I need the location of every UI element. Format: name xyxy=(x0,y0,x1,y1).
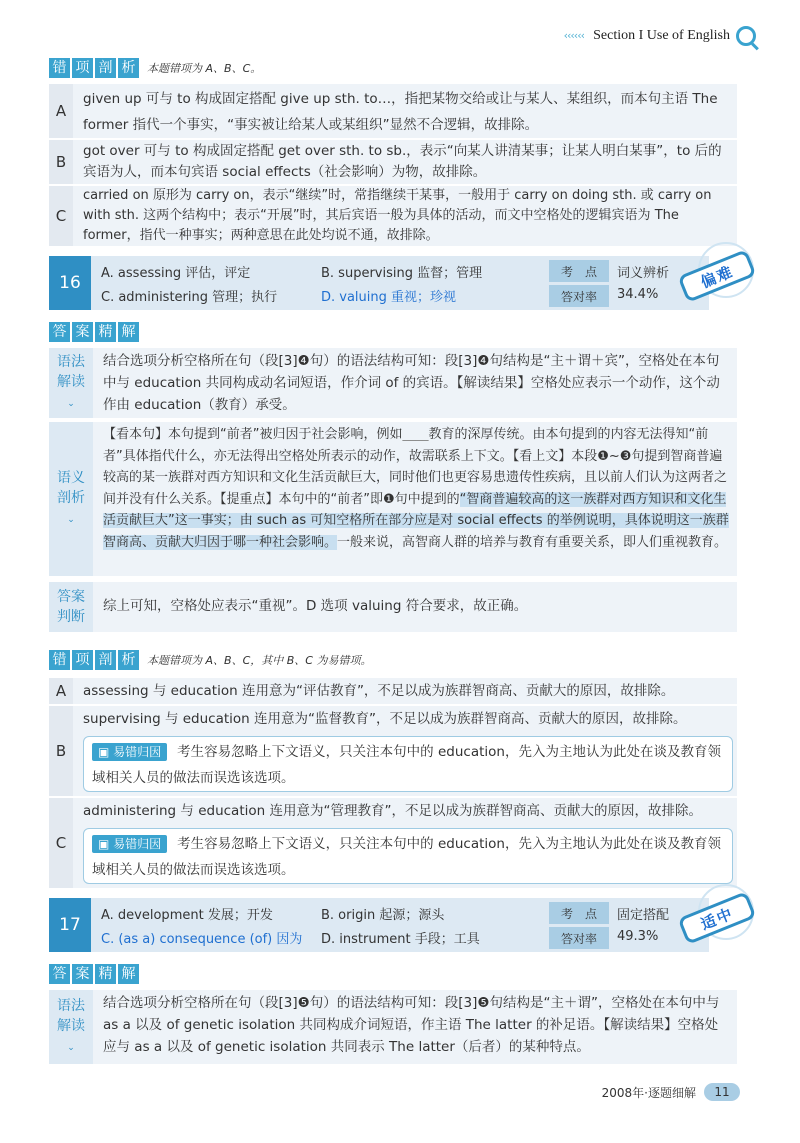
side-text: 语义剖析 xyxy=(57,470,85,506)
section-side-label xyxy=(49,990,93,1064)
tag-char: 错 xyxy=(49,650,70,670)
option-explanation: got over 可与 to 构成固定搭配 get over sth. to sb.，表示“向某人讲清某事；让某人明白某事”，to 后的宾语为人，而本句宾语 social effects（社会影响）为物，故排除。 xyxy=(83,143,722,180)
section-side-label xyxy=(49,582,93,632)
answer-section xyxy=(49,582,737,632)
rate-value: 49.3% xyxy=(617,929,659,944)
tag-char: 答 xyxy=(49,964,70,984)
option-b: B. supervising 监督；管理 xyxy=(321,266,483,281)
side-text: 语法解读 xyxy=(57,998,85,1034)
question-16-bar xyxy=(49,256,709,310)
tag-char: 剖 xyxy=(95,58,116,78)
tag-char: 错 xyxy=(49,58,70,78)
error-tip-box xyxy=(83,828,733,884)
topic-label: 考 点 xyxy=(549,902,609,924)
grammar-text: 结合选项分析空格所在句（段[3]❺句）的语法结构可知：段[3]❺句结构是“主＋谓”，空格处在本句中与 as a 以及 of genetic isolation 共同构成介词短语，作主语 The latter 的补足语。【解读结果】空格处应与 as a 以及 of genetic isolation 共同表示 The latter（后者）的某种特点。 xyxy=(103,995,720,1055)
error-tip-label: ▣ 易错归因 xyxy=(92,743,167,761)
option-a: A. assessing 评估，评定 xyxy=(101,266,251,281)
error-option-b xyxy=(49,706,737,796)
rate-label: 答对率 xyxy=(549,285,609,307)
grammar-text: 结合选项分析空格所在句（段[3]❹句）的语法结构可知：段[3]❹句结构是“主＋谓＋宾”，空格处在本句中与 education 共同构成动名词短语，作介词 of 的宾语。【解读结果】空格处应表示一个动作，这个动作由 education（教育）承受。 xyxy=(103,353,720,413)
answer-text: 综上可知，空格处应表示“重视”。D 选项 valuing 符合要求，故正确。 xyxy=(103,598,528,614)
rate-value: 34.4% xyxy=(617,287,659,302)
error-tip-label: ▣ 易错归因 xyxy=(92,835,167,853)
search-icon xyxy=(736,26,756,46)
chevron-down-icon: ⌄ xyxy=(67,1043,75,1053)
chevron-down-icon: ⌄ xyxy=(67,399,75,409)
semantic-section xyxy=(49,422,737,576)
chevron-down-icon: ⌄ xyxy=(67,515,75,525)
question-number: 17 xyxy=(49,898,91,952)
error-note: 本题错项为 A、B、C。 xyxy=(147,62,262,75)
section-side-label xyxy=(49,422,93,576)
tag-char: 解 xyxy=(118,322,139,342)
option-b: B. origin 起源；源头 xyxy=(321,908,445,923)
error-analysis-tag xyxy=(49,650,371,670)
tag-char: 项 xyxy=(72,650,93,670)
semantic-highlight: “智商普遍较高的这一族群对西方知识和文化生活贡献巨大”这一事实；由 such as 可知空格所在部分应是对 social effects 的举例说明，具体说明这一族群智商高、贡献大归因于哪一种社会影响。 xyxy=(103,491,729,550)
error-tip-text: 考生容易忽略上下文语义，只关注本句中的 education，先入为主地认为此处在谈及教育领域相关人员的做法而误选该选项。 xyxy=(92,836,721,878)
error-note: 本题错项为 A、B、C，其中 B、C 为易错项。 xyxy=(147,654,372,667)
error-tip-text: 考生容易忽略上下文语义，只关注本句中的 education，先入为主地认为此处在谈及教育领域相关人员的做法而误选该选项。 xyxy=(92,744,721,786)
tag-char: 项 xyxy=(72,58,93,78)
error-tip-box xyxy=(83,736,733,792)
option-explanation: administering 与 education 连用意为“管理教育”，不足以成为族群智商高、贡献大的原因，故排除。 xyxy=(83,803,702,819)
semantic-part-2: 教育的深厚传统。由本句提到的内容无法得知“前者”具体指代什么，亦无法得出空格处所表示的动作，故需联系上下文。【看上文】本段❶~❸句提到智商普遍较高的某一族群对西方知识和文化生活贡献巨大，同时他们也更容易患遗传性疾病，且以前人们认为这两者之间并没有什么关系。【提重点】本句中的“前者”即❶句中提到的 xyxy=(103,427,728,507)
question-17-bar xyxy=(49,898,709,952)
tag-char: 解 xyxy=(118,964,139,984)
option-explanation: carried on 原形为 carry on，表示“继续”时，常指继续干某事，一般用于 carry on doing sth. 或 carry on with sth. 这两个结构中；表示“开展”时，其后宾语一般为具体的活动，而文中空格处的逻辑宾语为 The former，指代一种事实；两种意思在此处均说不通，故排除。 xyxy=(83,188,712,243)
difficulty-stamp: 偏难 xyxy=(677,249,756,303)
error-option-a xyxy=(49,84,737,138)
page-footer xyxy=(602,1083,740,1101)
side-text: 答案判断 xyxy=(57,589,85,625)
option-letter: C xyxy=(49,798,73,888)
error-option-a xyxy=(49,678,737,704)
option-d-correct: D. valuing 重视；珍视 xyxy=(321,290,457,305)
tag-char: 精 xyxy=(95,964,116,984)
option-explanation: supervising 与 education 连用意为“监督教育”，不足以成为族群智商高、贡献大的原因，故排除。 xyxy=(83,711,687,727)
side-text: 语法解读 xyxy=(57,354,85,390)
page-header xyxy=(0,26,800,48)
page-number: 11 xyxy=(704,1083,740,1101)
topic-label: 考 点 xyxy=(549,260,609,282)
option-c: C. administering 管理；执行 xyxy=(101,290,278,305)
topic-value: 词义辨析 xyxy=(617,266,670,281)
answer-analysis-tag xyxy=(49,964,141,984)
tag-char: 答 xyxy=(49,322,70,342)
semantic-text xyxy=(103,424,731,553)
tag-char: 精 xyxy=(95,322,116,342)
option-letter: A xyxy=(49,678,73,704)
option-explanation: given up 可与 to 构成固定搭配 give up sth. to…，指把某物交给或让与某人、某组织，而本句主语 The former 指代一个事实，“事实被让给某人或某组织”显然不合逻辑，故排除。 xyxy=(83,91,718,133)
grammar-section xyxy=(49,990,737,1064)
error-option-c xyxy=(49,798,737,888)
option-a: A. development 发展；开发 xyxy=(101,908,273,923)
semantic-blank: ____ xyxy=(402,427,429,442)
tag-char: 析 xyxy=(118,650,139,670)
tag-char: 析 xyxy=(118,58,139,78)
error-tip-label-text: 易错归因 xyxy=(113,837,162,851)
error-analysis-tag xyxy=(49,58,261,78)
option-d: D. instrument 手段；工具 xyxy=(321,932,480,947)
tag-char: 案 xyxy=(72,322,93,342)
semantic-part-3: 一般来说，高智商人群的培养与教育有重要关系，即人们重视教育。 xyxy=(337,534,728,550)
header-arrows: ‹‹‹‹‹‹ xyxy=(563,29,584,42)
semantic-part-1: 【看本句】本句提到“前者”被归因于社会影响，例如 xyxy=(103,427,403,442)
topic-value: 固定搭配 xyxy=(617,908,670,923)
option-letter: B xyxy=(49,140,73,184)
option-c-correct: C. (as a) consequence (of) 因为 xyxy=(101,932,303,947)
section-title: Section I Use of English xyxy=(593,28,730,43)
answer-analysis-tag xyxy=(49,322,141,342)
section-side-label xyxy=(49,348,93,418)
grammar-section xyxy=(49,348,737,418)
question-number: 16 xyxy=(49,256,91,310)
difficulty-stamp: 适中 xyxy=(677,891,756,945)
option-letter: A xyxy=(49,84,73,138)
error-tip-label-text: 易错归因 xyxy=(113,745,162,759)
option-letter: C xyxy=(49,186,73,246)
error-option-b xyxy=(49,140,737,184)
option-letter: B xyxy=(49,706,73,796)
footer-label: 2008年·逐题细解 xyxy=(601,1085,696,1100)
tag-char: 案 xyxy=(72,964,93,984)
tag-char: 剖 xyxy=(95,650,116,670)
rate-label: 答对率 xyxy=(549,927,609,949)
option-explanation: assessing 与 education 连用意为“评估教育”，不足以成为族群智商高、贡献大的原因，故排除。 xyxy=(83,683,675,699)
error-option-c xyxy=(49,186,737,246)
